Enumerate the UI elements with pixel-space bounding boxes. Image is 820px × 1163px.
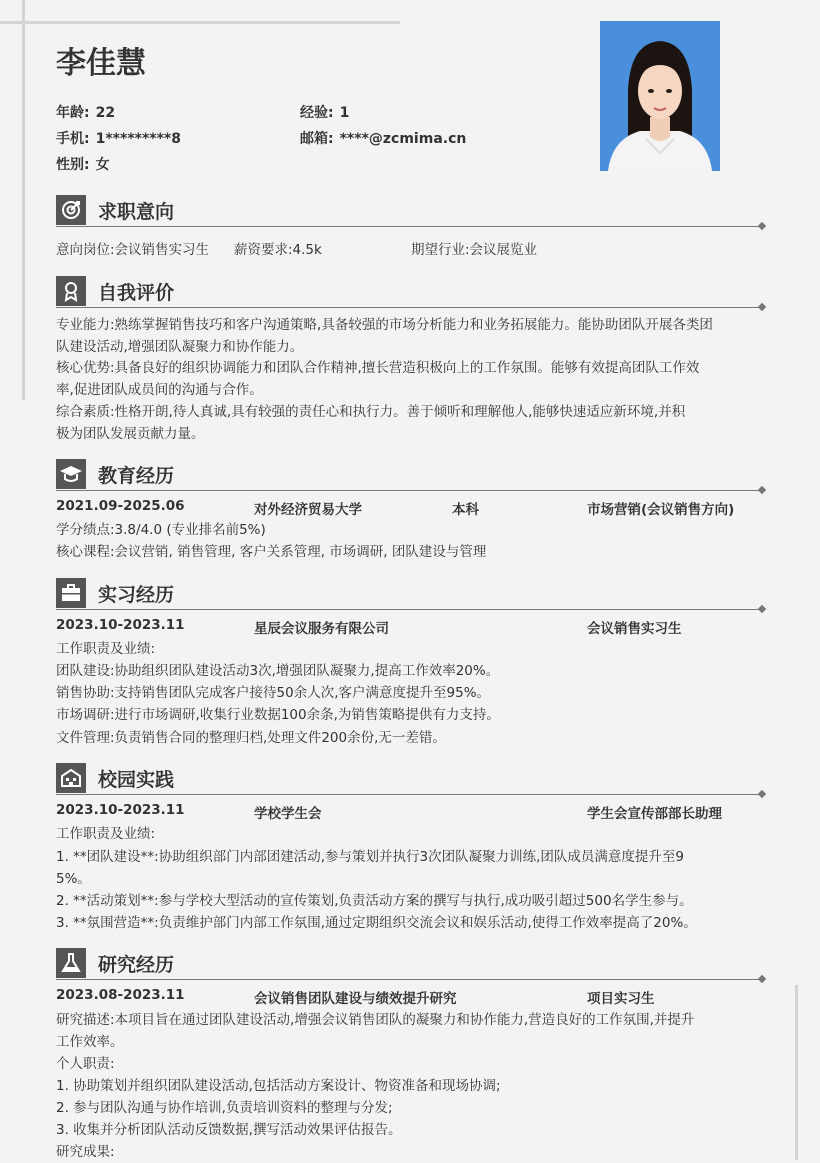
email-label: 邮箱: — [300, 131, 334, 147]
self-eval-line: 专业能力:熟练掌握销售技巧和客户沟通策略,具备较强的市场分析能力和业务拓展能力。能协助团队开展各类团 — [56, 317, 713, 333]
internship-date: 2023.10-2023.11 — [56, 617, 185, 633]
section-education — [56, 459, 765, 491]
decorative-top-line — [0, 21, 400, 24]
campus-role: 学生会宣传部部长助理 — [587, 806, 722, 822]
section-title: 实习经历 — [98, 584, 175, 606]
section-title: 自我评价 — [98, 282, 175, 304]
gender-field — [56, 154, 110, 174]
phone-field — [56, 128, 181, 148]
self-eval-line: 综合素质:性格开朗,待人真诚,具有较强的责任心和执行力。善于倾听和理解他人,能够快速适应新环境,并积 — [56, 404, 686, 420]
internship-line: 文件管理:负责销售合同的整理归档,处理文件200余份,无一差错。 — [56, 730, 446, 746]
phone-label: 手机: — [56, 131, 90, 147]
age-field — [56, 102, 115, 122]
gender-value: 女 — [95, 157, 110, 173]
experience-value: 1 — [339, 105, 350, 121]
campus-org: 学校学生会 — [254, 806, 322, 822]
experience-field — [300, 102, 349, 122]
research-line: 研究描述:本项目旨在通过团队建设活动,增强会议销售团队的凝聚力和协作能力,营造良好的工作氛围,并提升 — [56, 1012, 695, 1028]
research-line: 1. 协助策划并组织团队建设活动,包括活动方案设计、物资准备和现场协调; — [56, 1078, 501, 1094]
research-line: 2. 参与团队沟通与协作培训,负责培训资料的整理与分发; — [56, 1100, 393, 1116]
profile-photo — [600, 21, 720, 171]
person-badge-icon — [56, 276, 86, 306]
section-divider — [56, 609, 761, 610]
research-line: 工作效率。 — [56, 1034, 124, 1050]
internship-line: 团队建设:协助组织团队建设活动3次,增强团队凝聚力,提高工作效率20%。 — [56, 663, 500, 679]
internship-line: 工作职责及业绩: — [56, 641, 156, 657]
internship-line: 销售协助:支持销售团队完成客户接待50余人次,客户满意度提升至95%。 — [56, 685, 491, 701]
section-divider — [56, 307, 761, 308]
flask-icon — [56, 948, 86, 978]
campus-line: 2. **活动策划**:参与学校大型活动的宣传策划,负责活动方案的撰写与执行,成功吸引超过500名学生参与。 — [56, 893, 693, 909]
section-internship — [56, 578, 765, 610]
decorative-right-bar — [795, 985, 798, 1160]
self-eval-line: 极为团队发展贡献力量。 — [56, 426, 205, 442]
campus-line: 工作职责及业绩: — [56, 826, 156, 842]
education-row — [56, 498, 766, 518]
experience-label: 经验: — [300, 105, 334, 121]
education-date: 2021.09-2025.06 — [56, 498, 185, 514]
age-label: 年龄: — [56, 105, 90, 121]
section-job-intent — [56, 195, 765, 227]
intent-salary: 薪资要求:4.5k — [234, 242, 322, 258]
email-value: ****@zcmima.cn — [339, 131, 467, 147]
research-line: 个人职责: — [56, 1056, 115, 1072]
section-title: 研究经历 — [98, 954, 175, 976]
education-degree: 本科 — [452, 502, 479, 518]
section-divider-end — [758, 222, 766, 230]
email-field — [300, 128, 466, 148]
decorative-left-bar — [22, 0, 25, 400]
intent-industry: 期望行业:会议展览业 — [411, 242, 538, 258]
section-title: 校园实践 — [98, 769, 175, 791]
section-divider-end — [758, 486, 766, 494]
age-value: 22 — [95, 105, 116, 121]
self-eval-line: 率,促进团队成员间的沟通与合作。 — [56, 382, 263, 398]
building-icon — [56, 763, 86, 793]
graduation-cap-icon — [56, 459, 86, 489]
education-major: 市场营销(会议销售方向) — [587, 502, 735, 518]
internship-company: 星辰会议服务有限公司 — [254, 621, 389, 637]
gender-label: 性别: — [56, 157, 90, 173]
research-date: 2023.08-2023.11 — [56, 987, 185, 1003]
phone-value: 1*********8 — [95, 131, 181, 147]
section-title: 求职意向 — [98, 201, 175, 223]
campus-line: 1. **团队建设**:协助组织部门内部团建活动,参与策划并执行3次团队凝聚力训练,团队成员满意度提升至9 — [56, 849, 684, 865]
portrait-illustration — [600, 21, 720, 171]
section-divider-end — [758, 975, 766, 983]
section-divider — [56, 226, 761, 227]
research-line: 研究成果: — [56, 1144, 115, 1160]
section-campus — [56, 763, 765, 795]
campus-row — [56, 802, 766, 822]
research-role: 项目实习生 — [587, 991, 655, 1007]
candidate-name: 李佳慧 — [56, 46, 146, 81]
internship-line: 市场调研:进行市场调研,收集行业数据100余条,为销售策略提供有力支持。 — [56, 707, 500, 723]
research-row — [56, 987, 766, 1007]
research-project: 会议销售团队建设与绩效提升研究 — [254, 991, 457, 1007]
campus-line: 5%。 — [56, 871, 91, 887]
internship-role: 会议销售实习生 — [587, 621, 682, 637]
self-eval-line: 队建设活动,增强团队凝聚力和协作能力。 — [56, 339, 304, 355]
research-line: 3. 收集并分析团队活动反馈数据,撰写活动效果评估报告。 — [56, 1122, 402, 1138]
section-divider — [56, 979, 761, 980]
section-divider — [56, 794, 761, 795]
section-self-evaluation — [56, 276, 765, 308]
target-icon — [56, 195, 86, 225]
intent-position: 意向岗位:会议销售实习生 — [56, 242, 210, 258]
education-line: 核心课程:会议营销, 销售管理, 客户关系管理, 市场调研, 团队建设与管理 — [56, 544, 487, 560]
section-research — [56, 948, 765, 980]
campus-line: 3. **氛围营造**:负责维护部门内部工作氛围,通过定期组织交流会议和娱乐活动,使得工作效率提高了20%。 — [56, 915, 697, 931]
education-line: 学分绩点:3.8/4.0 (专业排名前5%) — [56, 522, 266, 538]
section-title: 教育经历 — [98, 465, 175, 487]
section-divider-end — [758, 605, 766, 613]
section-divider-end — [758, 303, 766, 311]
internship-row — [56, 617, 766, 637]
section-divider-end — [758, 790, 766, 798]
campus-date: 2023.10-2023.11 — [56, 802, 185, 818]
briefcase-icon — [56, 578, 86, 608]
self-eval-line: 核心优势:具备良好的组织协调能力和团队合作精神,擅长营造积极向上的工作氛围。能够有效提高团队工作效 — [56, 360, 700, 376]
section-divider — [56, 490, 761, 491]
education-school: 对外经济贸易大学 — [254, 502, 362, 518]
